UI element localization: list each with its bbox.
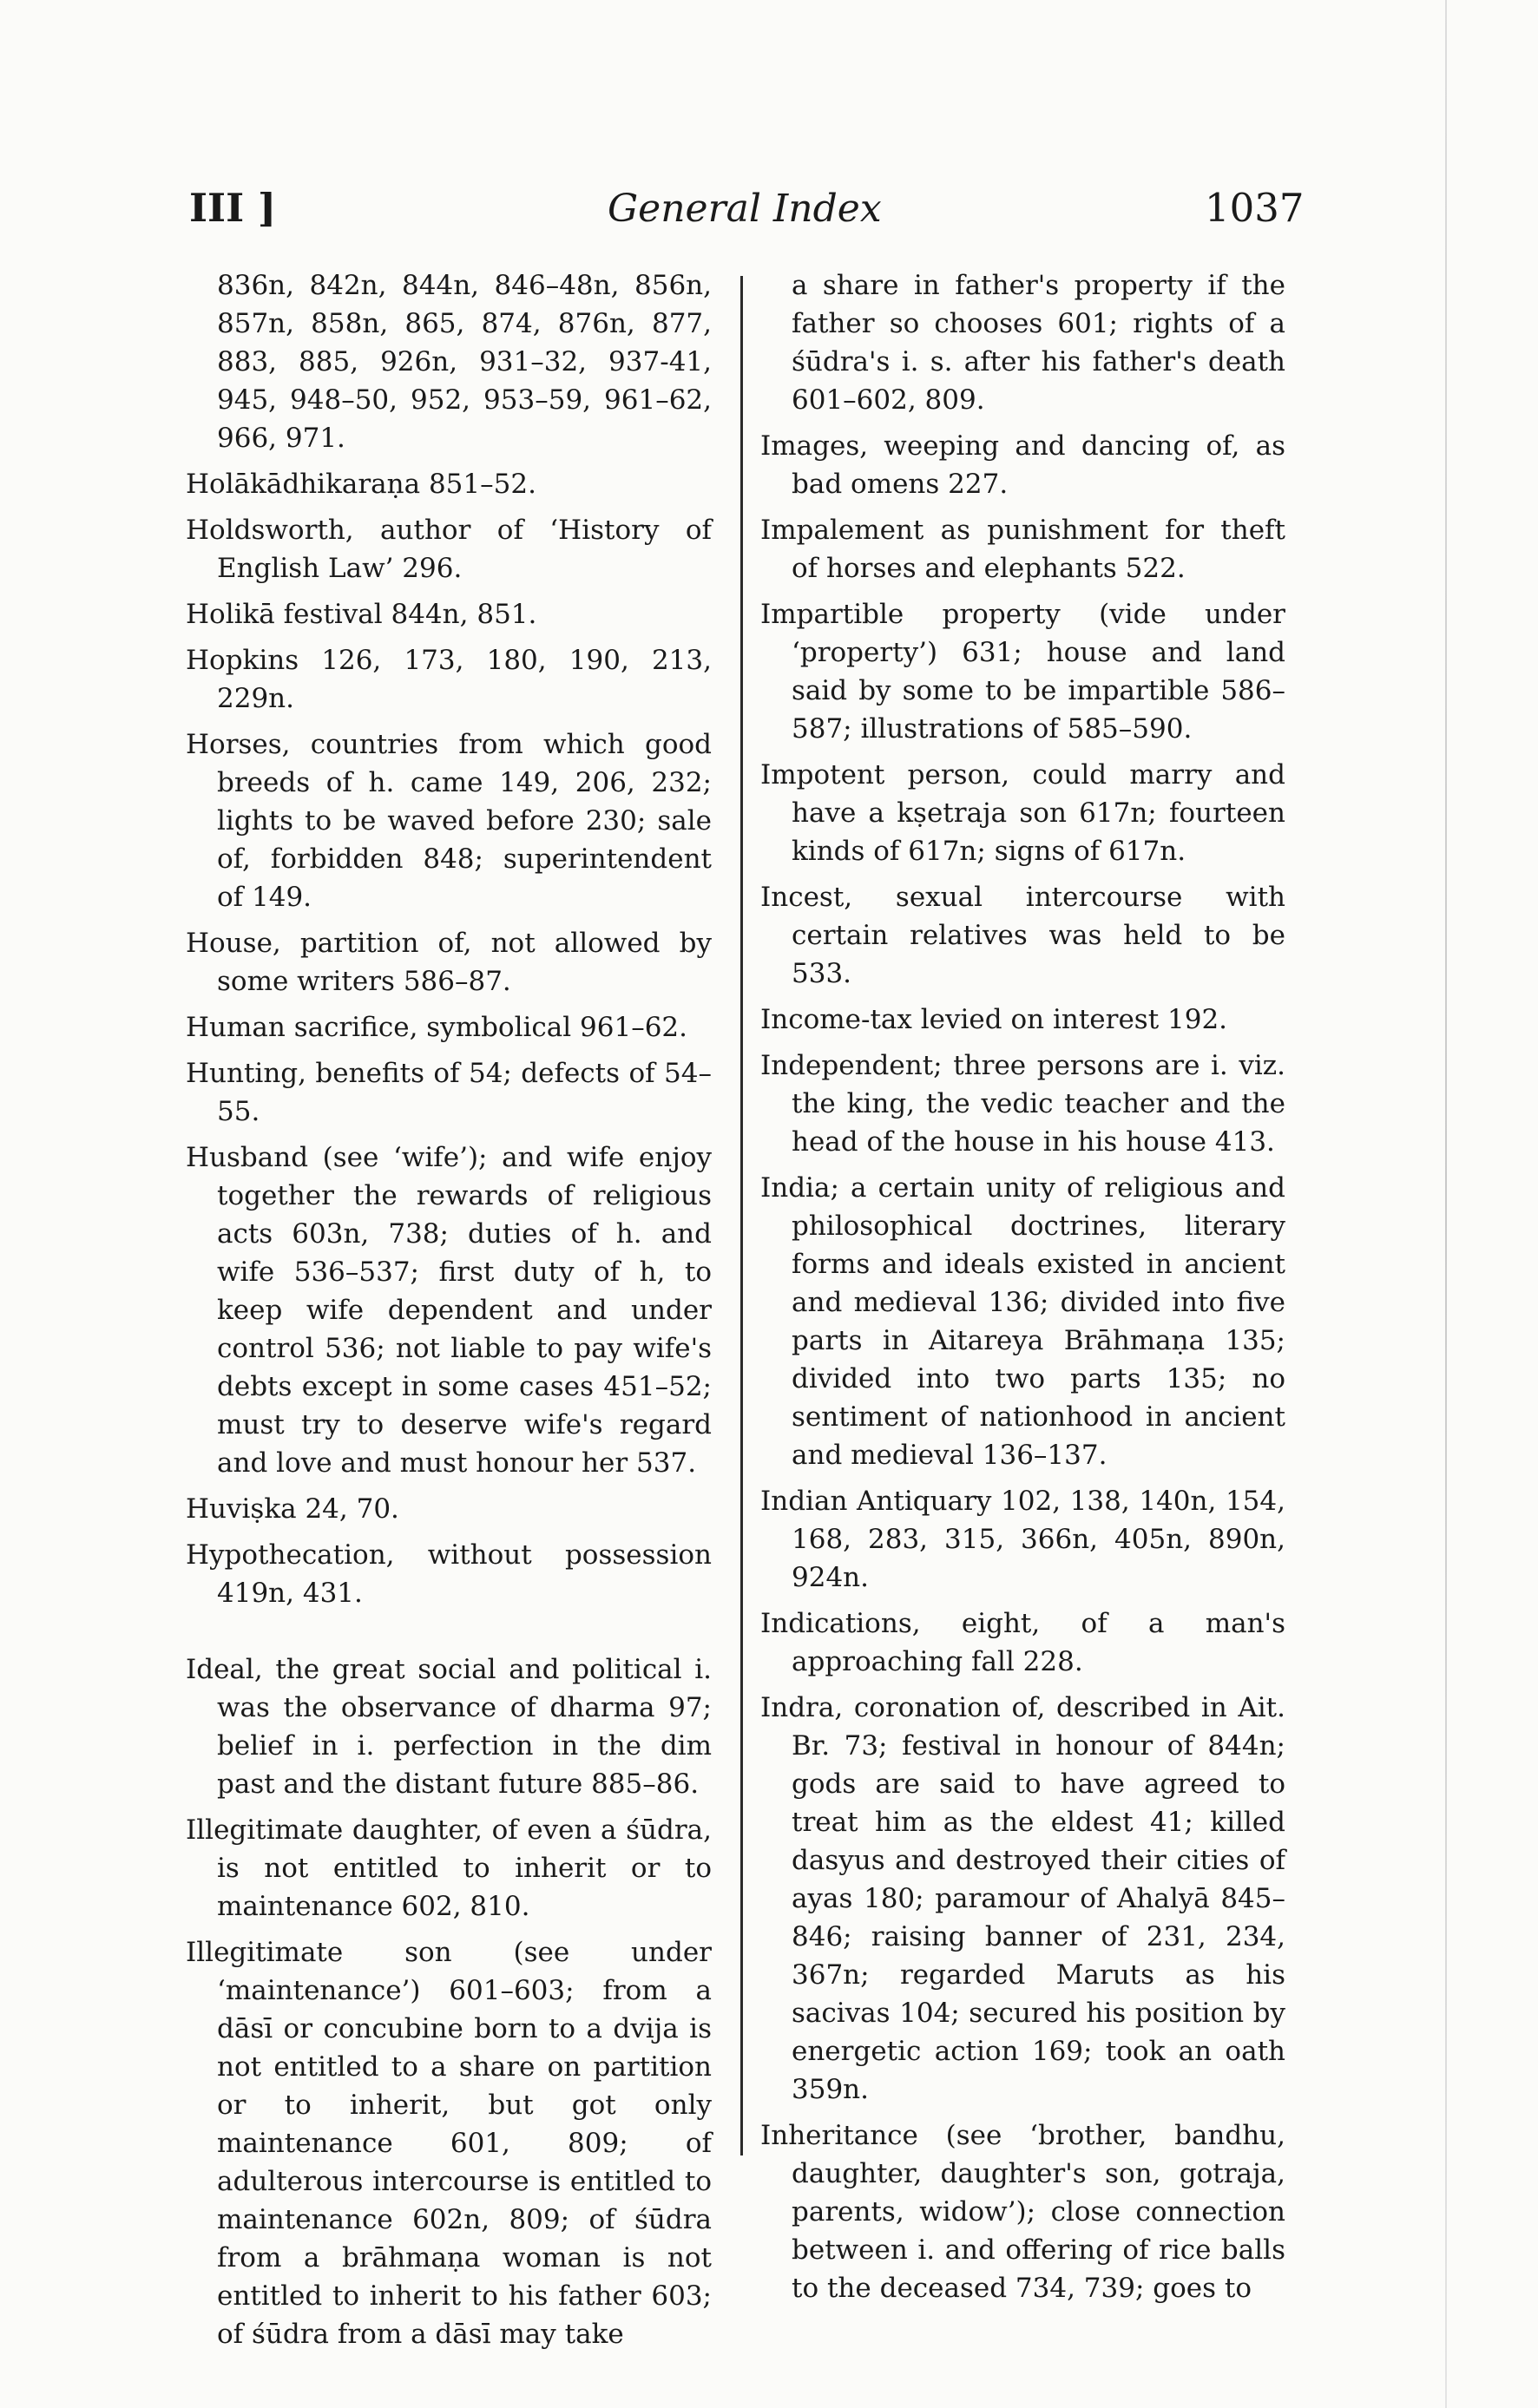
right-column — [760, 266, 1285, 2307]
index-entry: Horses, countries from which good breeds of h. came 149, 206, 232; lights to be waved before 230; sale of, forbidden 848; superintendent of 149. — [186, 729, 712, 913]
index-entry: Human sacrifice, symbolical 961–62. — [186, 1012, 688, 1043]
index-entry: Incest, sexual intercourse with certain relatives was held to be 533. — [760, 882, 1285, 989]
index-entry: House, partition of, not allowed by some writers 586–87. — [186, 928, 712, 997]
section-marker: III ] — [189, 185, 277, 231]
index-entry: Hopkins 126, 173, 180, 190, 213, 229n. — [186, 645, 712, 714]
index-entry: Indra, coronation of, described in Ait. Br. 73; festival in honour of 844n; gods are said to have agreed to treat him as the eldest 41; killed dasyus and destroyed their cities of ayas 180; paramour of Ahalyā 845–846; raising banner of 231, 234, 367n; regarded Maruts as his sacivas 104; secured his position by energetic action 169; took an oath 359n. — [760, 1692, 1285, 2105]
index-entry: Impartible property (vide under ‘property’) 631; house and land said by some to be impartible 586–587; illustrations of 585–590. — [760, 599, 1285, 745]
index-entry: Illegitimate daughter, of even a śūdra, is not entitled to inherit or to maintenance 602, 810. — [186, 1814, 712, 1922]
page-title: General Index — [608, 187, 882, 231]
index-entry: Impotent person, could marry and have a kṣetraja son 617n; fourteen kinds of 617n; signs of 617n. — [760, 759, 1285, 867]
index-entry: Income-tax levied on interest 192. — [760, 1004, 1228, 1035]
index-entry: Indications, eight, of a man's approaching fall 228. — [760, 1608, 1285, 1677]
column-divider — [740, 276, 743, 2155]
index-entry: Hypothecation, without possession 419n, 431. — [186, 1539, 712, 1609]
index-entry: 836n, 842n, 844n, 846–48n, 856n, 857n, 858n, 865, 874, 876n, 877, 883, 885, 926n, 931–32, 937-41, 945, 948–50, 952, 953–59, 961–62, 966, 971. — [217, 270, 712, 454]
index-entry: Ideal, the great social and political i. was the observance of dharma 97; belief in i. perfection in the dim past and the distant future 885–86. — [186, 1654, 712, 1800]
running-header — [0, 185, 1538, 237]
index-entry: Holākādhikaraṇa 851–52. — [186, 469, 536, 500]
index-entry: Huviṣka 24, 70. — [186, 1493, 399, 1525]
left-column — [186, 266, 712, 2353]
index-entry: Indian Antiquary 102, 138, 140n, 154, 168, 283, 315, 366n, 405n, 890n, 924n. — [760, 1486, 1285, 1593]
index-entry: Images, weeping and dancing of, as bad omens 227. — [760, 430, 1285, 500]
index-entry: Husband (see ‘wife’); and wife enjoy together the rewards of religious acts 603n, 738; duties of h. and wife 536–537; first duty of h, to keep wife dependent and under control 536; not liable to pay wife's debts except in some cases 451–52; must try to deserve wife's regard and love and must honour her 537. — [186, 1142, 712, 1479]
scan-edge-line — [1445, 0, 1447, 2408]
index-entry: Independent; three persons are i. viz. the king, the vedic teacher and the head of the house in his house 413. — [760, 1050, 1285, 1158]
index-entry: Impalement as punishment for theft of horses and elephants 522. — [760, 515, 1285, 584]
index-entry: Hunting, benefits of 54; defects of 54–55. — [186, 1058, 712, 1127]
index-entry: Inheritance (see ‘brother, bandhu, daughter, daughter's son, gotraja, parents, widow’); close connection between i. and offering of rice balls to the deceased 734, 739; goes to — [760, 2120, 1285, 2304]
index-entry: India; a certain unity of religious and philosophical doctrines, literary forms and ideals existed in ancient and medieval 136; divided into five parts in Aitareya Brāhmaṇa 135; divided into two parts 135; no sentiment of nationhood in ancient and medieval 136–137. — [760, 1172, 1285, 1471]
index-entry: Holdsworth, author of ‘History of English Law’ 296. — [186, 515, 712, 584]
index-entry: Illegitimate son (see under ‘maintenance’) 601–603; from a dāsī or concubine born to a dvija is not entitled to a share on partition or to inherit, but got only maintenance 601, 809; of adulterous intercourse is entitled to maintenance 602n, 809; of śūdra from a brāhmaṇa woman is not entitled to inherit to his father 603; of śūdra from a dāsī may take — [186, 1937, 712, 2350]
index-entry: a share in father's property if the father so chooses 601; rights of a śūdra's i. s. after his father's death 601–602, 809. — [792, 270, 1285, 416]
page-number: 1037 — [1205, 185, 1305, 231]
index-entry: Holikā festival 844n, 851. — [186, 599, 537, 630]
